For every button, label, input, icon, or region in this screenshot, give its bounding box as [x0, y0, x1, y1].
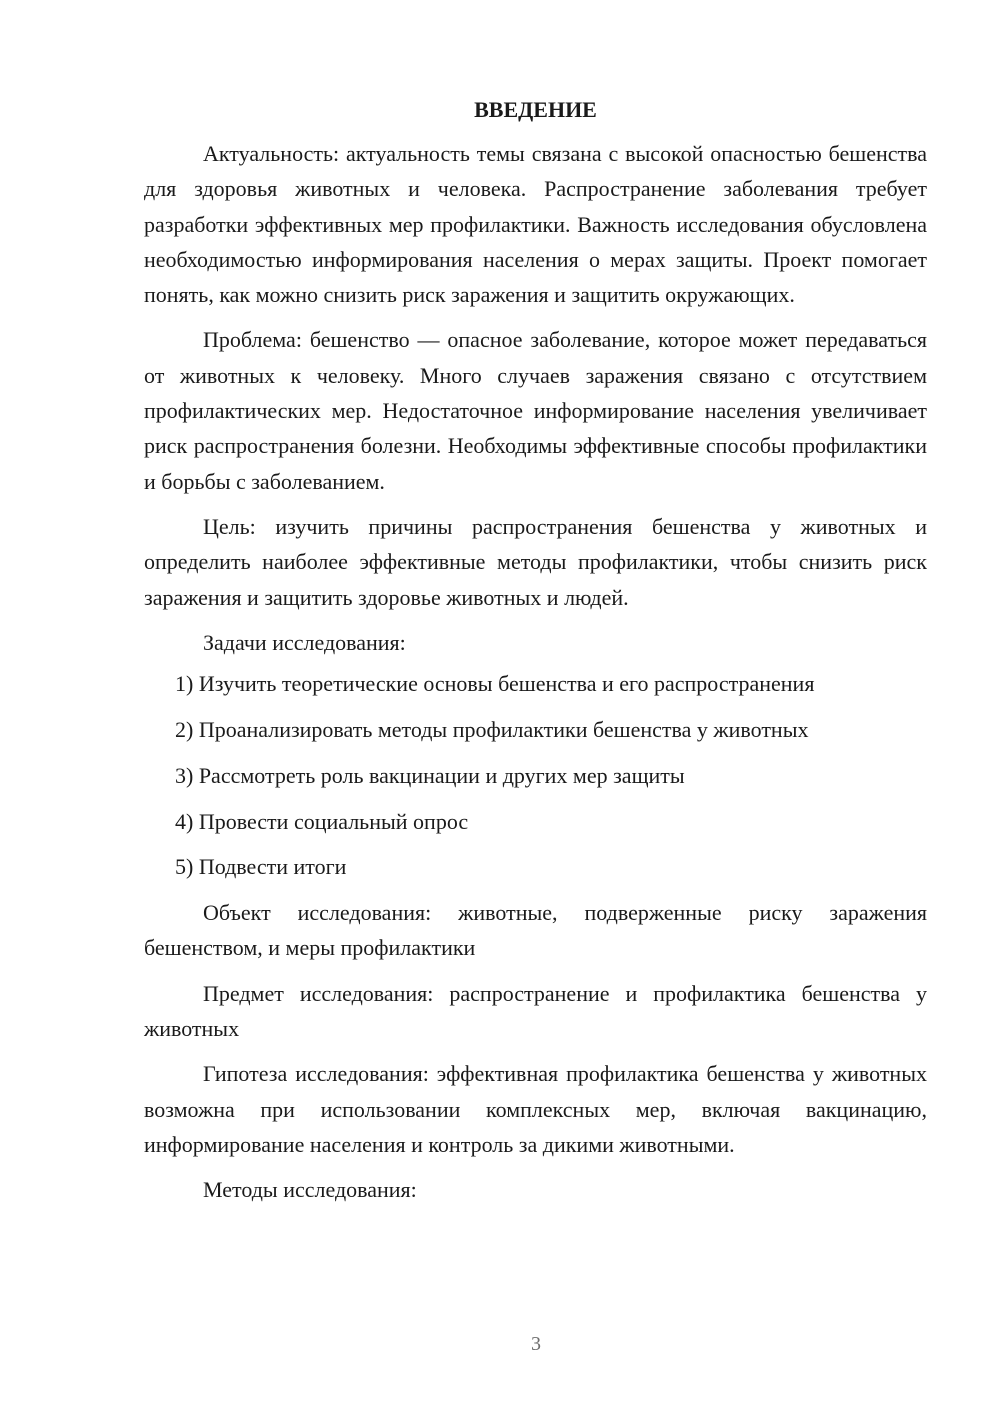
list-item: 2) Проанализировать методы профилактики бешенства у животных — [175, 716, 809, 742]
hypothesis-paragraph: Гипотеза исследования: эффективная профилактика бешенства у животных возможна при использовании комплексных мер, включая вакцинацию, информирование населения и контроль за дикими животными. — [144, 1061, 927, 1157]
list-item: 3) Рассмотреть роль вакцинации и других мер защиты — [175, 762, 685, 788]
subject-paragraph: Предмет исследования: распространение и профилактика бешенства у животных — [144, 980, 927, 1042]
problem-paragraph: Проблема: бешенство — опасное заболевание, которое может передаваться от животных к человеку. Много случаев заражения связано с отсутствием профилактических мер. Недостаточное информирование населения увеличивает риск распространения болезни. Необходимы эффективные способы профилактики и борьбы с заболеванием. — [144, 327, 927, 494]
section-heading: ВВЕДЕНИЕ — [474, 97, 597, 122]
tasks-list — [144, 666, 927, 884]
object-paragraph: Объект исследования: животные, подверженные риску заражения бешенством, и меры профилактики — [144, 900, 927, 961]
list-item: 1) Изучить теоретические основы бешенства и его распространения — [175, 671, 815, 697]
goal-paragraph: Цель: изучить причины распространения бешенства у животных и определить наиболее эффективные методы профилактики, чтобы снизить риск заражения и защитить здоровье животных и людей. — [144, 513, 927, 610]
methods-title: Методы исследования: — [203, 1177, 417, 1203]
relevance-paragraph: Актуальность: актуальность темы связана с высокой опасностью бешенства для здоровья животных и человека. Распространение заболевания требует разработки эффективных мер профилактики. Важность исследования обусловлена необходимостью информирования населения о мерах защиты. Проект помогает понять, как можно снизить риск заражения и защитить окружающих. — [144, 141, 927, 308]
list-item: 5) Подвести итоги — [175, 854, 347, 880]
list-item: 4) Провести социальный опрос — [175, 808, 469, 834]
tasks-title: Задачи исследования: — [203, 629, 406, 655]
page-number: 3 — [531, 1333, 541, 1355]
page-content — [144, 96, 927, 1208]
